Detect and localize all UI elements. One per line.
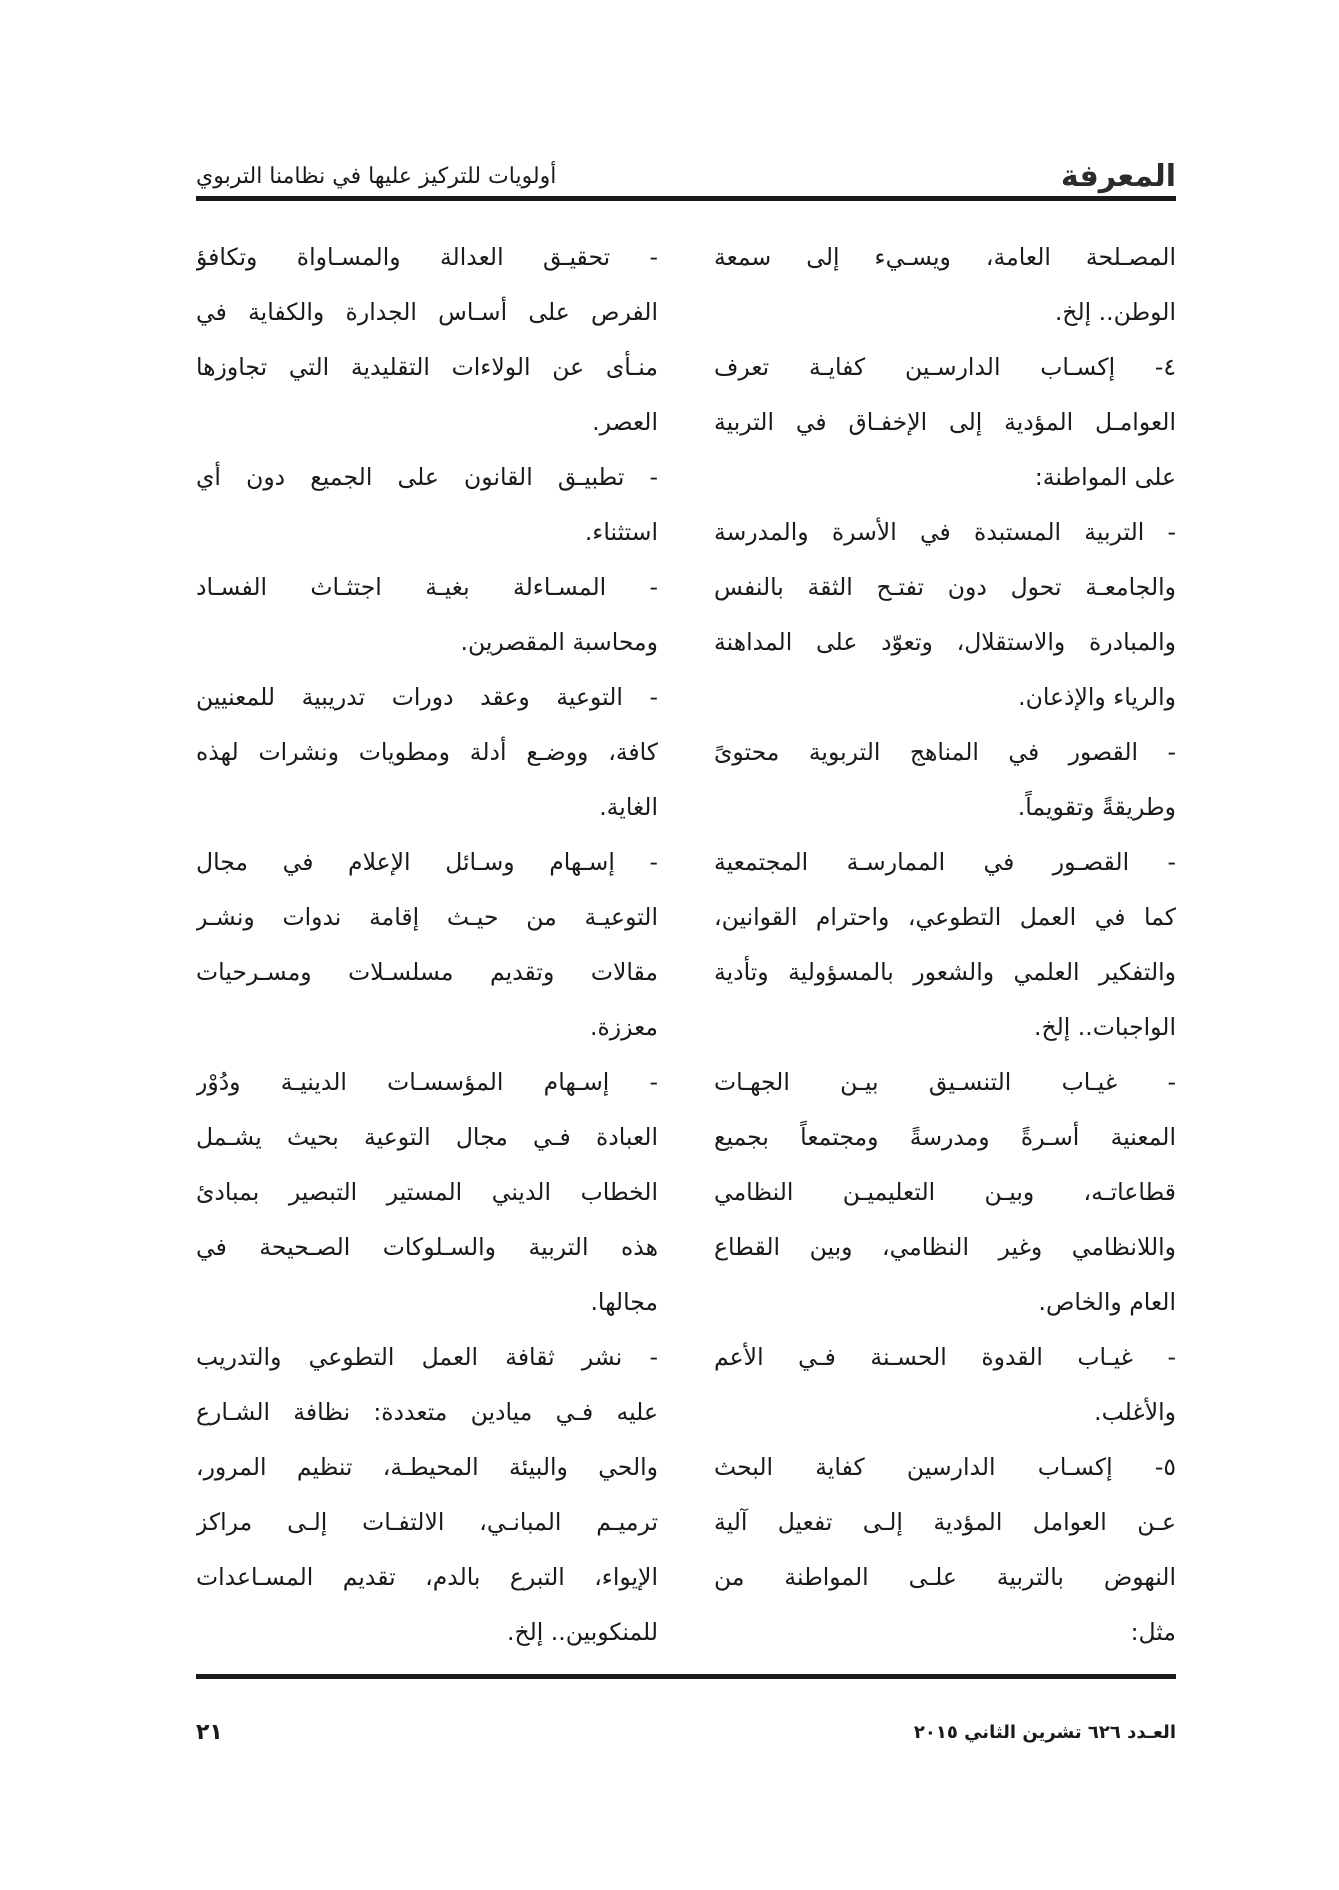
text-line: والرياء والإذعان. — [1018, 683, 1176, 711]
text-line: استثناء. — [584, 518, 658, 546]
text-line: العبادة فـي مجال التوعية بحيث يشـمل — [196, 1123, 658, 1151]
text-line: الخطاب الديني المستير التبصير بمبادئ — [196, 1178, 658, 1206]
text-line: قطاعاتـه، وبيـن التعليميـن النظامي — [714, 1178, 1176, 1206]
text-line: - غيـاب القدوة الحسـنة فـي الأعم — [714, 1343, 1176, 1371]
text-line: العوامـل المؤدية إلى الإخفـاق في التربية — [714, 408, 1176, 436]
text-line: والأغلب. — [1094, 1398, 1176, 1426]
magazine-logo: المعرفة — [1060, 159, 1176, 194]
text-line: منـأى عن الولاءات التقليدية التي تجاوزها — [196, 353, 658, 381]
text-line: - التوعية وعقد دورات تدريبية للمعنيين — [196, 683, 658, 711]
text-line: - القصور في المناهج التربوية محتوىً — [714, 738, 1176, 766]
text-line: - تحقيـق العدالة والمسـاواة وتكافؤ — [196, 243, 658, 271]
text-line: الفرص على أسـاس الجدارة والكفاية في — [196, 298, 658, 326]
text-line: ترميـم المبانـي، الالتفـات إلـى مراكز — [196, 1508, 658, 1536]
left-column — [196, 230, 658, 1660]
text-line: والمبادرة والاستقلال، وتعوّد على المداهنة — [714, 628, 1176, 656]
text-line: مثل: — [1130, 1618, 1176, 1646]
text-line: للمنكوبين.. إلخ. — [507, 1618, 658, 1646]
text-line: ومحاسبة المقصرين. — [460, 628, 658, 656]
right-column — [714, 230, 1176, 1660]
page-header — [196, 148, 1176, 194]
text-line: - التربية المستبدة في الأسرة والمدرسة — [714, 518, 1176, 546]
text-line: العصر. — [592, 408, 658, 436]
text-line: والتفكير العلمي والشعور بالمسؤولية وتأدية — [714, 958, 1176, 986]
text-line: - إسـهام وسـائل الإعلام في مجال — [196, 848, 658, 876]
text-line: عليه فـي ميادين متعددة: نظافة الشـارع — [196, 1398, 658, 1426]
text-line: واللانظامي وغير النظامي، وبين القطاع — [714, 1233, 1176, 1261]
text-line: المعنية أسـرةً ومدرسةً ومجتمعاً بجميع — [714, 1123, 1176, 1151]
text-line: مقالات وتقديم مسلسـلات ومسـرحيات — [196, 958, 658, 986]
text-line: - نشر ثقافة العمل التطوعي والتدريب — [196, 1343, 658, 1371]
running-title: أولويات للتركيز عليها في نظامنا التربوي — [196, 164, 557, 189]
header-rule — [196, 196, 1176, 201]
text-line: هذه التربية والسـلوكات الصـحيحة في — [196, 1233, 658, 1261]
text-line: - القصـور في الممارسـة المجتمعية — [714, 848, 1176, 876]
text-line: - المسـاءلة بغيـة اجتثـاث الفسـاد — [196, 573, 658, 601]
text-line: معززة. — [589, 1013, 658, 1041]
text-line: عـن العوامل المؤدية إلـى تفعيل آلية — [714, 1508, 1176, 1536]
text-line: العام والخاص. — [1038, 1288, 1176, 1316]
page-number: ٢١ — [196, 1719, 223, 1745]
text-line: كافة، ووضـع أدلة ومطويات ونشرات لهذه — [196, 738, 658, 766]
text-line: ٤- إكسـاب الدارسـين كفايـة تعرف — [714, 353, 1176, 381]
issue-info: العـدد ٦٢٦ تشرين الثاني ٢٠١٥ — [913, 1721, 1176, 1743]
text-line: - غيـاب التنسـيق بيـن الجهـات — [714, 1068, 1176, 1096]
text-line: الغاية. — [599, 793, 658, 821]
text-line: على المواطنة: — [1034, 463, 1176, 491]
text-line: والحي والبيئة المحيطـة، تنظيم المرور، — [196, 1453, 658, 1481]
text-line: الوطن.. إلخ. — [1054, 298, 1176, 326]
text-line: والجامعـة تحول دون تفتـح الثقة بالنفس — [714, 573, 1176, 601]
text-line: - تطبيـق القانون على الجميع دون أي — [196, 463, 658, 491]
text-line: النهوض بالتربية علـى المواطنة من — [714, 1563, 1176, 1591]
text-line: وطريقةً وتقويماً. — [1017, 793, 1176, 821]
text-line: الواجبات.. إلخ. — [1034, 1013, 1176, 1041]
footer-rule — [196, 1674, 1176, 1679]
text-line: المصـلحة العامة، ويسـيء إلى سمعة — [714, 243, 1176, 271]
text-line: ٥- إكسـاب الدارسين كفاية البحث — [714, 1453, 1176, 1481]
text-line: مجالها. — [590, 1288, 658, 1316]
text-line: - إسـهام المؤسسـات الدينيـة ودُوْر — [196, 1068, 658, 1096]
page-footer — [196, 1712, 1176, 1752]
text-line: التوعيـة من حيـث إقامة ندوات ونشـر — [196, 903, 658, 931]
text-line: الإيواء، التبرع بالدم، تقديم المسـاعدات — [196, 1563, 658, 1591]
text-line: كما في العمل التطوعي، واحترام القوانين، — [714, 903, 1176, 931]
